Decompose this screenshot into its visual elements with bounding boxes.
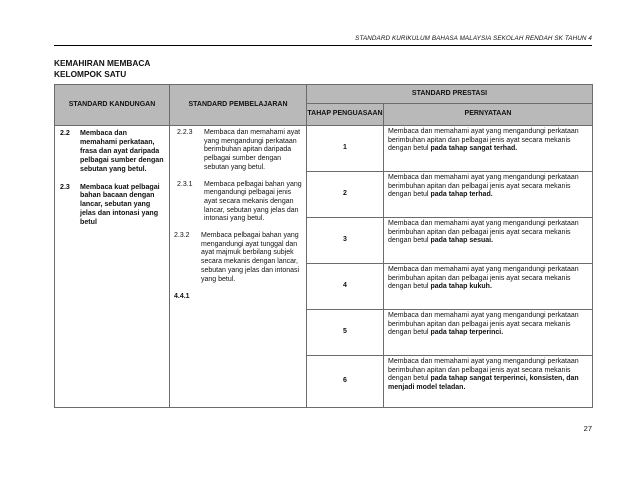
- level-3: 3: [307, 218, 384, 264]
- kandungan-cell: [55, 126, 170, 408]
- pembelajaran-text: Membaca dan memahami ayat yang mengandungi perkataan berimbuhan apitan daripada pelbagai sumber dengan sebutan yang betul.: [204, 129, 301, 171]
- pembelajaran-number: 2.3.2: [174, 232, 190, 240]
- col-header-pernyataan: PERNYATAAN: [384, 104, 593, 126]
- col-header-kandungan: STANDARD KANDUNGAN: [55, 85, 170, 126]
- statement-5: Membaca dan memahami ayat yang mengandungi perkataan berimbuhan apitan dan pelbagai jenis ayat secara mekanis dengan betul pada tahap terperinci.: [384, 310, 593, 356]
- level-1: 1: [307, 126, 384, 172]
- kandungan-text: Membaca dan memahami perkataan, frasa dan ayat daripada pelbagai sumber dengan sebutan yang betul.: [80, 129, 164, 173]
- level-4: 4: [307, 264, 384, 310]
- statement-2: Membaca dan memahami ayat yang mengandungi perkataan berimbuhan apitan dan pelbagai jenis ayat secara mekanis dengan betul pada tahap terhad.: [384, 172, 593, 218]
- pembelajaran-number: 2.2.3: [177, 129, 193, 136]
- kandungan-number: 2.3: [60, 182, 70, 191]
- section-subtitle: KELOMPOK SATU: [54, 68, 127, 79]
- pembelajaran-text: Membaca pelbagai bahan yang mengandungi ayat tunggal dan ayat majmuk berbilang subjek secara mekanis dengan lancar, sebutan yang jelas dan intonasi yang betul.: [201, 232, 300, 283]
- kandungan-text: Membaca kuat pelbagai bahan bacaan dengan lancar, sebutan yang jelas dan intonasi yang betul: [80, 182, 160, 227]
- pembelajaran-item: [174, 293, 302, 302]
- standards-table: [54, 84, 593, 408]
- statement-4: Membaca dan memahami ayat yang mengandungi perkataan berimbuhan apitan dan pelbagai jenis ayat secara mekanis dengan betul pada tahap kukuh.: [384, 264, 593, 310]
- kandungan-item: [60, 183, 165, 228]
- page-number: 27: [583, 424, 592, 433]
- pembelajaran-cell: [170, 126, 307, 408]
- level-5: 5: [307, 310, 384, 356]
- running-header: STANDARD KURIKULUM BAHASA MALAYSIA SEKOLAH RENDAH SK TAHUN 4: [355, 35, 592, 42]
- header-rule: [54, 45, 592, 46]
- statement-3: Membaca dan memahami ayat yang mengandungi perkataan berimbuhan apitan dan pelbagai jenis ayat secara mekanis dengan betul pada tahap sesuai.: [384, 218, 593, 264]
- kandungan-item: [60, 129, 165, 174]
- level-6: 6: [307, 356, 384, 408]
- pembelajaran-number: 4.4.1: [174, 293, 190, 301]
- pembelajaran-text: Membaca pelbagai bahan yang mengandungi pelbagai jenis ayat secara mekanis dengan lancar, sebutan yang jelas dan intonasi yang betul.: [204, 180, 302, 223]
- statement-6: Membaca dan memahami ayat yang mengandungi perkataan berimbuhan apitan dan pelbagai jenis ayat secara mekanis dengan betul pada tahap sangat terperinci, konsisten, dan menjadi model teladan.: [384, 356, 593, 408]
- statement-1: Membaca dan memahami ayat yang mengandungi perkataan berimbuhan apitan dan pelbagai jenis ayat secara mekanis dengan betul pada tahap sangat terhad.: [384, 126, 593, 172]
- pembelajaran-item: [174, 181, 302, 225]
- kandungan-number: 2.2: [60, 129, 70, 137]
- level-2: 2: [307, 172, 384, 218]
- col-header-prestasi: STANDARD PRESTASI: [307, 85, 593, 104]
- pembelajaran-item: [174, 232, 302, 284]
- pembelajaran-item: [174, 129, 302, 173]
- section-title: KEMAHIRAN MEMBACA: [54, 58, 151, 68]
- section-heading: [54, 58, 150, 79]
- pembelajaran-number: 2.3.1: [177, 180, 193, 188]
- col-header-tahap: TAHAP PENGUASAAN: [307, 104, 384, 126]
- col-header-pembelajaran: STANDARD PEMBELAJARAN: [170, 85, 307, 126]
